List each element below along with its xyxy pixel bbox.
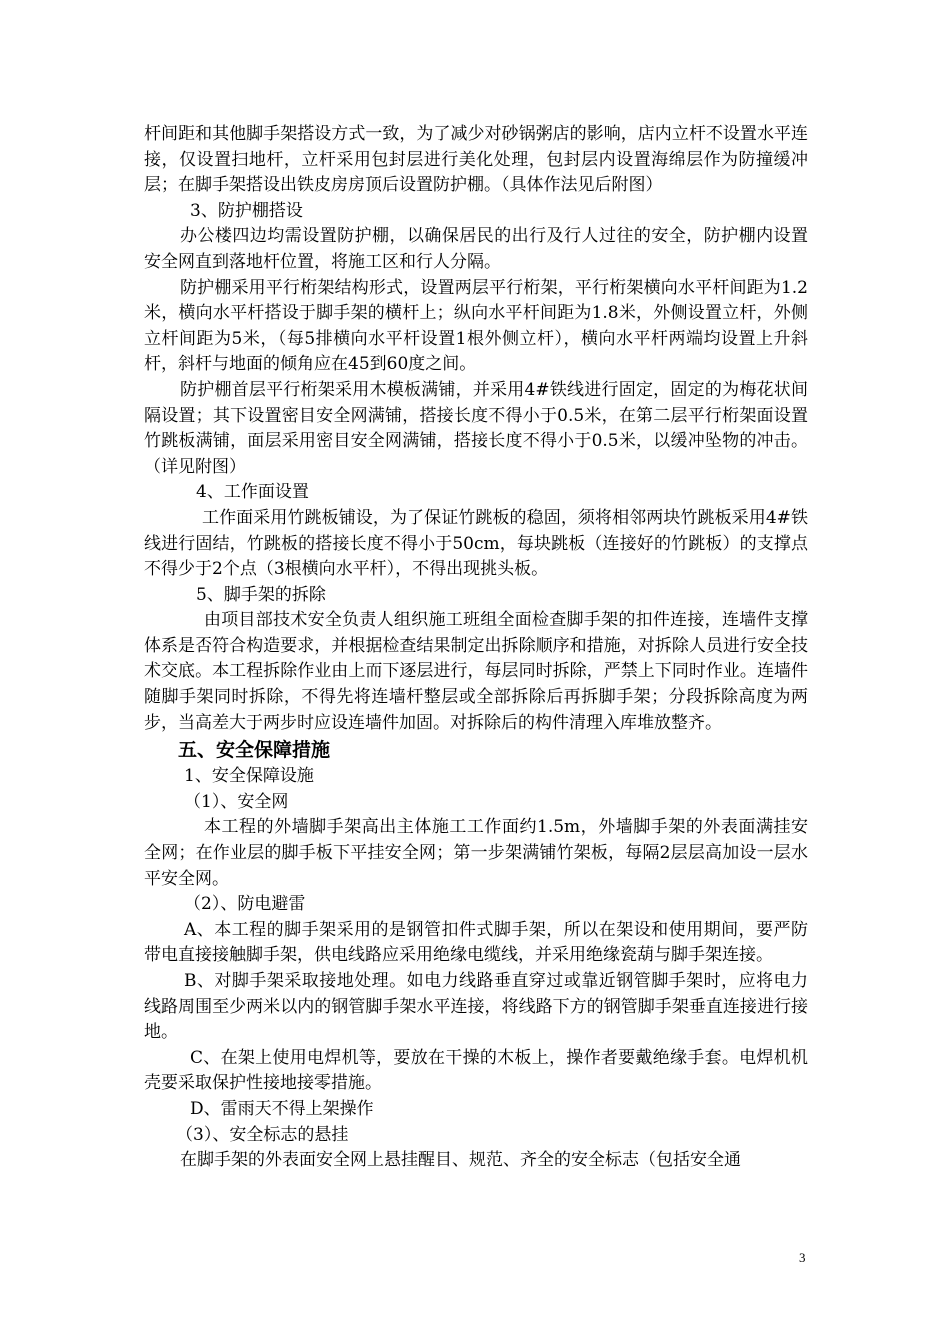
subheading-safety-facilities: 1、安全保障设施: [184, 766, 314, 787]
page-number: 3: [799, 1250, 806, 1265]
paragraph-safety-signs: 在脚手架的外表面安全网上悬挂醒目、规范、齐全的安全标志（包括安全通: [180, 1150, 741, 1171]
subheading-lightning-protection: （2）、防电避雷: [184, 894, 306, 915]
subheading-protective-shed: 3、防护棚搭设: [190, 200, 303, 221]
paragraph-truss-structure: 防护棚采用平行桁架结构形式，设置两层平行桁架，平行桁架横向水平杆间距为1.2米，横向水平杆搭设于脚手架的横杆上；纵向水平杆间距为1.8米，外侧设置立杆，外侧立杆间距为5米，（每5排横向水平杆设置1根外侧立杆），横向水平杆两端均设置上升斜杆，斜杆与地面的倾角应在45到60度之间。: [144, 277, 808, 375]
subheading-safety-signs: （3）、安全标志的悬挂: [176, 1124, 349, 1145]
paragraph-item-c: C、在架上使用电焊机等，要放在干操的木板上，操作者要戴绝缘手套。电焊机机壳要采取保护性接地接零措施。: [144, 1047, 808, 1094]
paragraph-dismantling: 由项目部技术安全负责人组织施工班组全面检查脚手架的扣件连接，连墙件支撑体系是否符合构造要求，并根据检查结果制定出拆除顺序和措施，对拆除人员进行安全技术交底。本工程拆除作业由上而下逐层进行，每层同时拆除，严禁上下同时作业。连墙件随脚手架同时拆除，不得先将连墙杆整层或全部拆除后再拆脚手架；分段拆除高度为两步，当高差大于两步时应设连墙件加固。对拆除后的构件清理入库堆放整齐。: [144, 610, 808, 733]
paragraph-truss-layers: 防护棚首层平行桁架采用木模板满铺，并采用4#铁线进行固定，固定的为梅花状间隔设置；其下设置密目安全网满铺，搭接长度不得小于0.5米，在第二层平行桁架面设置竹跳板满铺，面层采用密目安全网满铺，搭接长度不得小于0.5米，以缓冲坠物的冲击。（详见附图）: [144, 379, 808, 477]
paragraph-safety-net: 本工程的外墙脚手架高出主体施工工作面约1.5m，外墙脚手架的外表面满挂安全网；在作业层的脚手板下平挂安全网；第一步架满铺竹架板，每隔2层层高加设一层水平安全网。: [144, 817, 808, 889]
paragraph-item-a: A、本工程的脚手架采用的是钢管扣件式脚手架，所以在架设和使用期间，要严防带电直接接触脚手架，供电线路应采用绝缘电缆线，并采用绝缘瓷葫与脚手架连接。: [144, 919, 808, 966]
paragraph-item-d: D、雷雨天不得上架操作: [190, 1098, 374, 1119]
subheading-safety-net: （1）、安全网: [184, 791, 289, 812]
paragraph-item-b: B、对脚手架采取接地处理。如电力线路垂直穿过或靠近钢管脚手架时，应将电力线路周围至少两米以内的钢管脚手架水平连接，将线路下方的钢管脚手架垂直连接进行接地。: [144, 971, 808, 1043]
subheading-work-surface: 4、工作面设置: [196, 482, 309, 503]
section-heading: 五、安全保障措施: [178, 739, 331, 762]
paragraph-work-surface: 工作面采用竹跳板铺设，为了保证竹跳板的稳固，须将相邻两块竹跳板采用4#铁线进行固结，竹跳板的搭接长度不得小于50cm，每块跳板（连接好的竹跳板）的支撑点不得少于2个点（3根横向水平杆），不得出现挑头板。: [144, 507, 808, 580]
paragraph-protective-shed-intro: 办公楼四边均需设置防护棚，以确保居民的出行及行人过往的安全，防护棚内设置安全网直到落地杆位置，将施工区和行人分隔。: [144, 226, 808, 272]
paragraph-continuation: 杆间距和其他脚手架搭设方式一致，为了减少对砂锅粥店的影响，店内立杆不设置水平连接，仅设置扫地杆，立杆采用包封层进行美化处理，包封层内设置海绵层作为防撞缓冲层；在脚手架搭设出铁皮房房顶后设置防护棚。（具体作法见后附图）: [144, 124, 808, 196]
document-body: [144, 122, 808, 1174]
subheading-dismantling: 5、脚手架的拆除: [196, 584, 326, 605]
